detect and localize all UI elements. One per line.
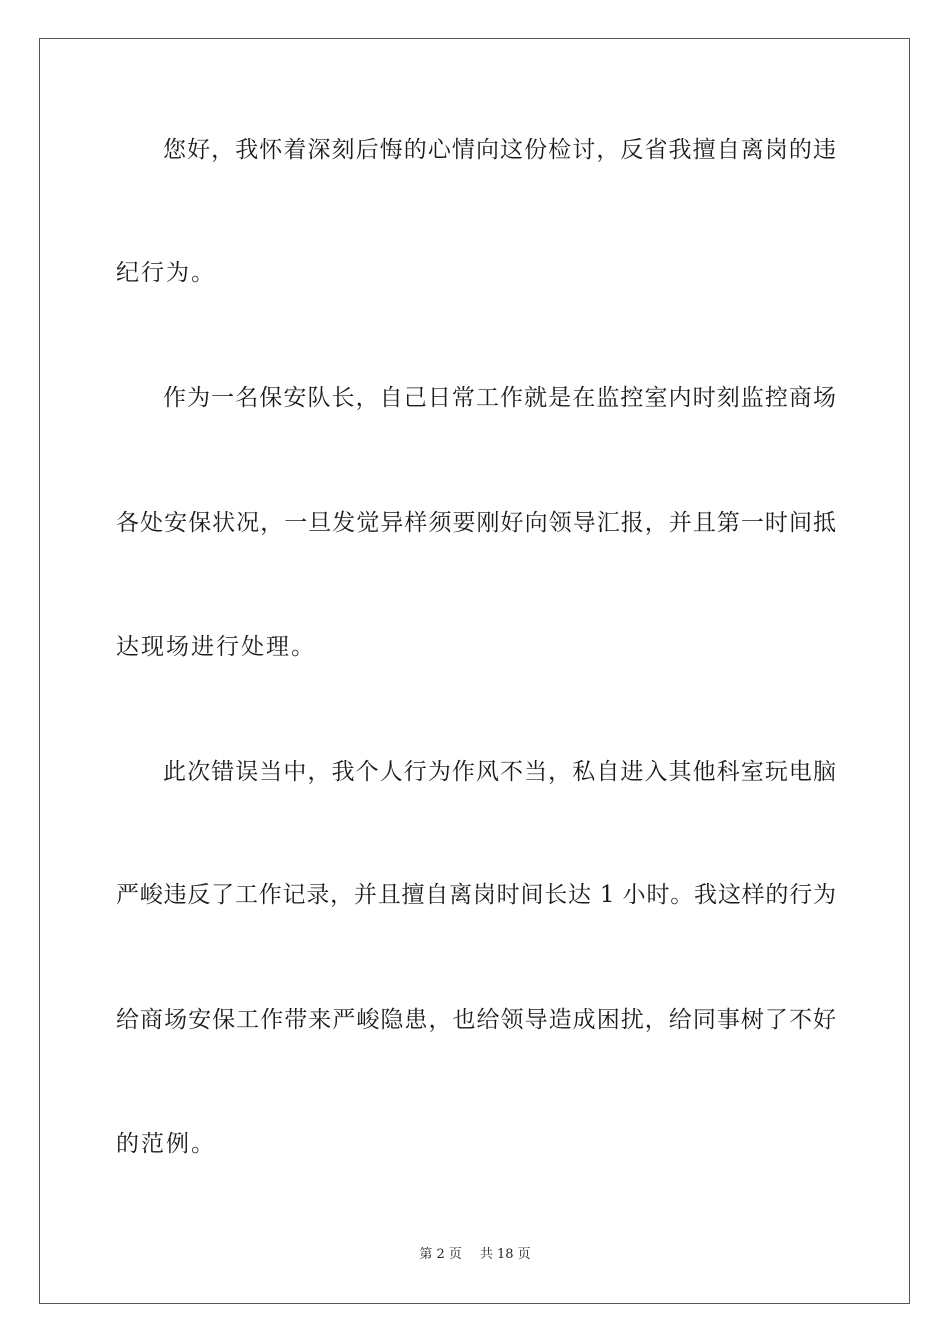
paragraph-1-line-1: 您好，我怀着深刻后悔的心情向这份检讨，反省我擅自离岗的违 <box>163 137 836 163</box>
paragraph-2-line-2: 各处安保状况，一旦发觉异样须要刚好向领导汇报，并且第一时间抵 <box>116 510 836 536</box>
paragraph-1-line-2: 纪行为。 <box>116 260 216 286</box>
paragraph-3-line-3: 给商场安保工作带来严峻隐患，也给领导造成困扰，给同事树了不好 <box>116 1007 836 1033</box>
page-number: 第 2 页 <box>419 1247 462 1262</box>
page-border <box>39 38 910 1304</box>
paragraph-3-line-2: 严峻违反了工作记录，并且擅自离岗时间长达 1 小时。我这样的行为 <box>116 882 836 908</box>
total-pages: 共 18 页 <box>479 1247 531 1262</box>
page-footer <box>0 1246 950 1264</box>
paragraph-2-line-3: 达现场进行处理。 <box>116 634 316 660</box>
paragraph-3-line-4: 的范例。 <box>116 1131 216 1157</box>
paragraph-3-line-1: 此次错误当中，我个人行为作风不当，私自进入其他科室玩电脑 <box>163 759 836 785</box>
paragraph-2-line-1: 作为一名保安队长，自己日常工作就是在监控室内时刻监控商场 <box>163 385 836 411</box>
